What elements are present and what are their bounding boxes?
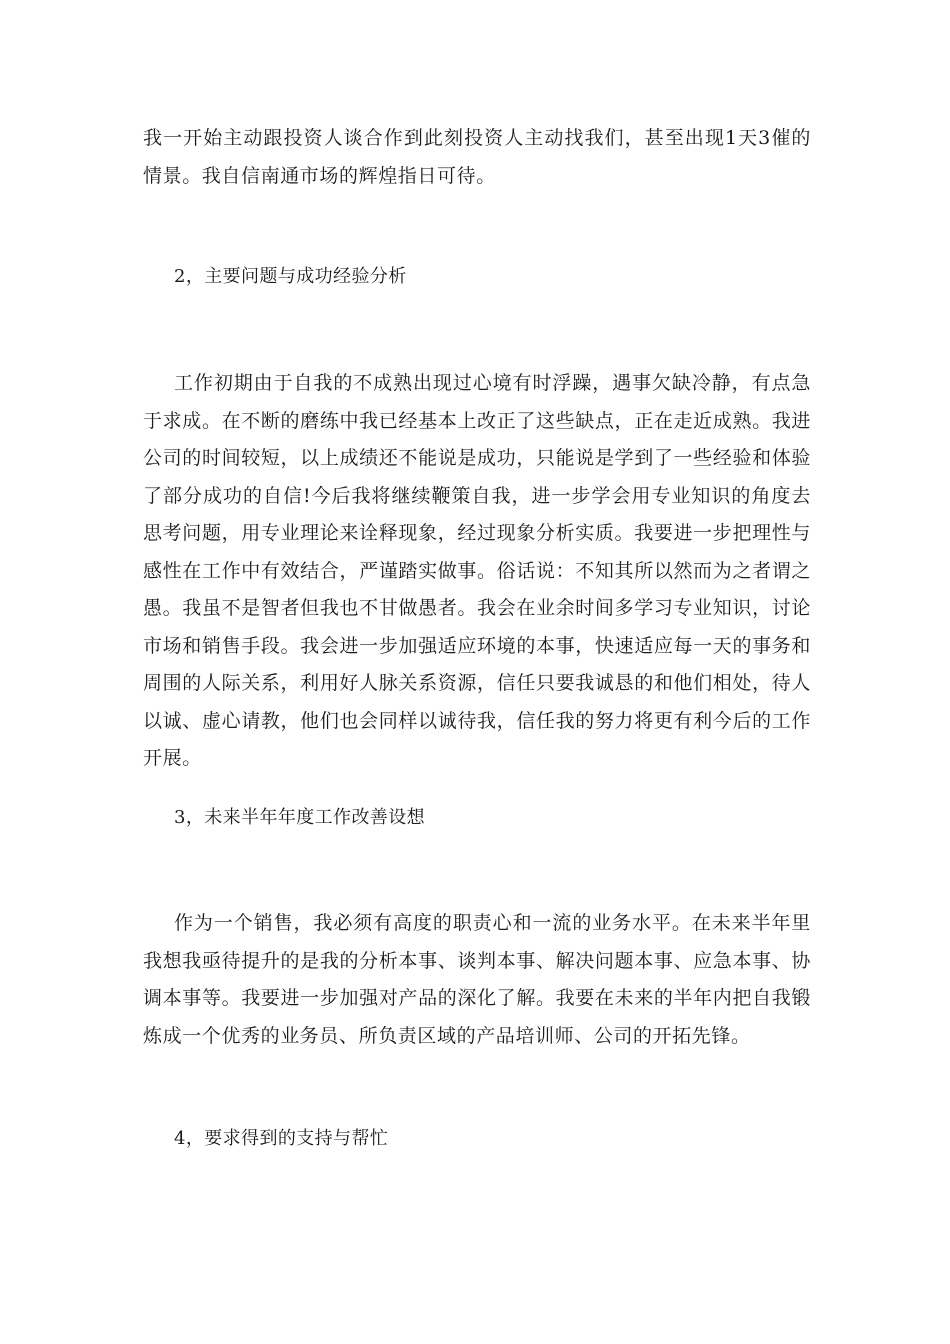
paragraph-problems-experience: 工作初期由于自我的不成熟出现过心境有时浮躁，遇事欠缺冷静，有点急于求成。在不断的磨练中我已经基本上改正了这些缺点，正在走近成熟。我进公司的时间较短，以上成绩还不能说是成功，只能说是学到了一些经验和体验了部分成功的自信!今后我将继续鞭策自我，进一步学会用专业知识的角度去思考问题，用专业理论来诠释现象，经过现象分析实质。我要进一步把理性与感性在工作中有效结合，严谨踏实做事。俗话说：不知其所以然而为之者谓之愚。我虽不是智者但我也不甘做愚者。我会在业余时间多学习专业知识，讨论市场和销售手段。我会进一步加强适应环境的本事，快速适应每一天的事务和周围的人际关系，利用好人脉关系资源，信任只要我诚恳的和他们相处，待人以诚、虚心请教，他们也会同样以诚待我，信任我的努力将更有利今后的工作开展。 — [143, 372, 811, 769]
section-heading-improvement-plan: 3，未来半年年度工作改善设想 — [174, 807, 426, 828]
section-heading-problems-experience: 2，主要问题与成功经验分析 — [174, 266, 407, 287]
paragraph-improvement-plan: 作为一个销售，我必须有高度的职责心和一流的业务水平。在未来半年里我想我亟待提升的是我的分析本事、谈判本事、解决问题本事、应急本事、协调本事等。我要进一步加强对产品的深化了解。我要在未来的半年内把自我锻炼成一个优秀的业务员、所负责区域的产品培训师、公司的开拓先锋。 — [143, 912, 811, 1047]
paragraph-market-outlook: 我一开始主动跟投资人谈合作到此刻投资人主动找我们，甚至出现1天3催的情景。我自信南通市场的辉煌指日可待。 — [143, 127, 811, 187]
section-heading-support-needed: 4，要求得到的支持与帮忙 — [174, 1128, 389, 1149]
